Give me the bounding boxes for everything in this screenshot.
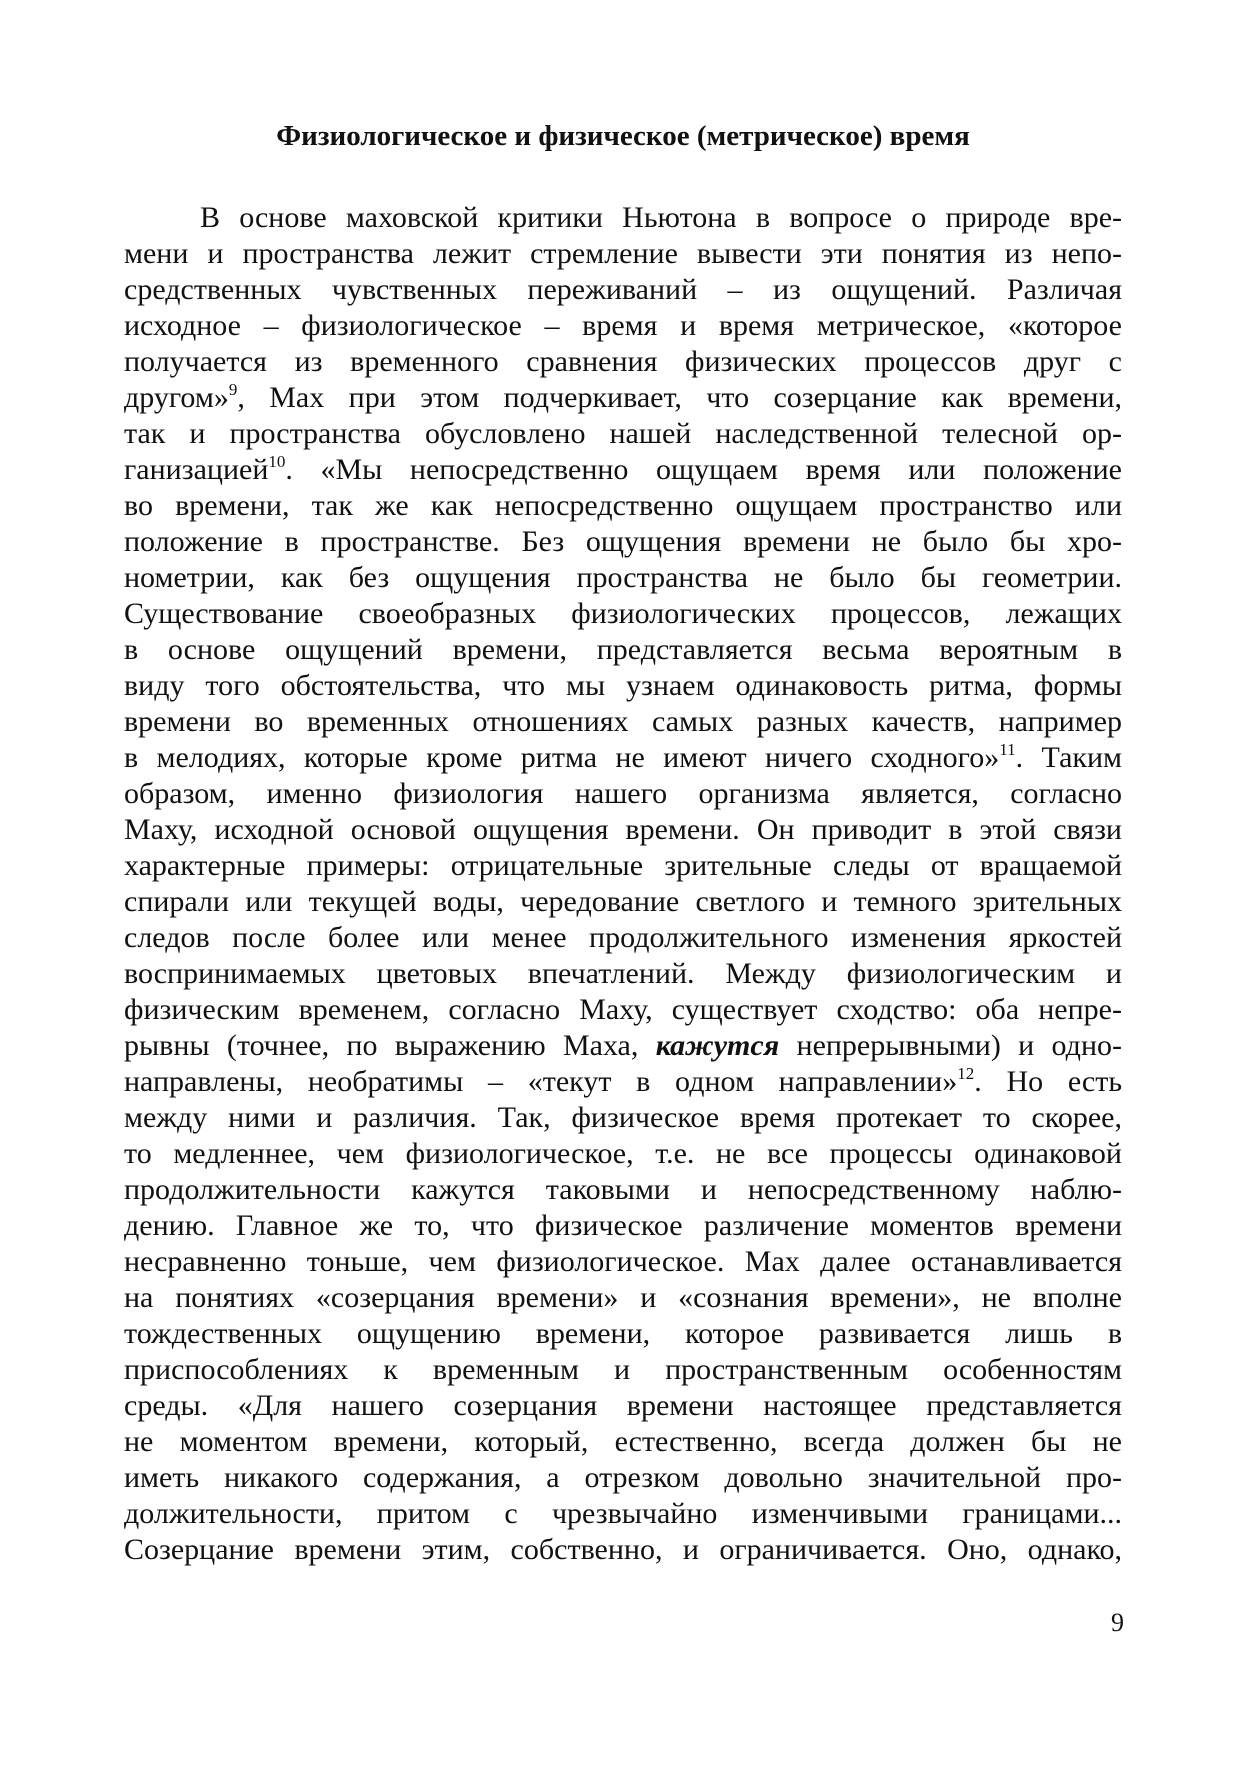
- text-line: Маху, исходной основой ощущения времени. Он приводит в этой связи: [124, 813, 1122, 846]
- page-number: 9: [1111, 1608, 1124, 1637]
- text-line: [124, 740, 1122, 776]
- text-line: образом, именно физиология нашего организма является, согласно: [124, 777, 1122, 810]
- text-line: между ними и различия. Так, физическое время протекает то скорее,: [124, 1101, 1122, 1134]
- text-line: виду того обстоятельства, что мы узнаем одинаковость ритма, формы: [124, 669, 1122, 702]
- text-segment: . «Мы непосредственно ощущаем время или положение: [285, 453, 1122, 486]
- text-line: тождественных ощущению времени, которое развивается лишь в: [124, 1317, 1122, 1350]
- text-line: не моментом времени, который, естественно, всегда должен бы не: [124, 1425, 1122, 1458]
- text-line: Созерцание времени этим, собственно, и ограничивается. Оно, однако,: [124, 1533, 1122, 1566]
- text-line: должительности, притом с чрезвычайно изменчивыми границами...: [124, 1497, 1122, 1530]
- text-line: следов после более или менее продолжительного изменения яркостей: [124, 921, 1122, 954]
- footnote-ref-11: 11: [999, 740, 1016, 759]
- footnote-ref-9: 9: [228, 380, 238, 399]
- text-line: [124, 380, 1122, 416]
- body-paragraph: [124, 200, 1122, 1568]
- text-line: [124, 1064, 1122, 1100]
- text-line: на понятиях «созерцания времени» и «сознания времени», не вполне: [124, 1281, 1122, 1314]
- text-line: [124, 1028, 1122, 1064]
- text-line: мени и пространства лежит стремление вывести эти понятия из непо-: [124, 237, 1122, 270]
- text-line: во времени, так же как непосредственно ощущаем пространство или: [124, 489, 1122, 522]
- text-line: исходное – физиологическое – время и время метрическое, «которое: [124, 309, 1122, 342]
- text-line: то медленнее, чем физиологическое, т.е. не все процессы одинаковой: [124, 1137, 1122, 1170]
- text-line: несравненно тоньше, чем физиологическое. Мах далее останавливается: [124, 1245, 1122, 1278]
- text-line: положение в пространстве. Без ощущения времени не было бы хро-: [124, 525, 1122, 558]
- text-segment: в мелодиях, которые кроме ритма не имеют ничего сходного»: [124, 741, 1000, 774]
- text-line: получается из временного сравнения физических процессов друг с: [124, 345, 1122, 378]
- text-segment: , Мах при этом подчеркивает, что созерцание как времени,: [237, 381, 1122, 414]
- text-line: средственных чувственных переживаний – из ощущений. Различая: [124, 273, 1122, 306]
- text-line: продолжительности кажутся таковыми и непосредственному наблю-: [124, 1173, 1122, 1206]
- footnote-ref-10: 10: [268, 452, 286, 471]
- text-segment: . Но есть: [974, 1065, 1122, 1098]
- text-line: в основе ощущений времени, представляется весьма вероятным в: [124, 633, 1122, 666]
- text-segment: рывны (точнее, по выражению Маха,: [124, 1029, 656, 1062]
- text-line: нометрии, как без ощущения пространства не было бы геометрии.: [124, 561, 1122, 594]
- text-segment: другом»: [124, 381, 229, 414]
- text-line: приспособлениях к временным и пространственным особенностям: [124, 1353, 1122, 1386]
- text-line: Существование своеобразных физиологических процессов, лежащих: [124, 597, 1122, 630]
- text-line: иметь никакого содержания, а отрезком довольно значительной про-: [124, 1461, 1122, 1494]
- text-line: спирали или текущей воды, чередование светлого и темного зрительных: [124, 885, 1122, 918]
- text-line: воспринимаемых цветовых впечатлений. Между физиологическим и: [124, 957, 1122, 990]
- text-line: среды. «Для нашего созерцания времени настоящее представляется: [124, 1389, 1122, 1422]
- text-line: дению. Главное же то, что физическое различение моментов времени: [124, 1209, 1122, 1242]
- text-line: [124, 452, 1122, 488]
- section-heading: Физиологическое и физическое (метрическое) время: [276, 120, 970, 152]
- text-line: В основе маховской критики Ньютона в вопросе о природе вре-: [200, 201, 1122, 234]
- text-line: физическим временем, согласно Маху, существует сходство: оба непре-: [124, 993, 1122, 1026]
- text-segment: непрерывными) и одно-: [779, 1029, 1122, 1062]
- text-segment: ганизацией: [124, 453, 269, 486]
- emphasized-word: кажутся: [655, 1029, 780, 1062]
- text-line: времени во временных отношениях самых разных качеств, например: [124, 705, 1122, 738]
- text-line: так и пространства обусловлено нашей наследственной телесной ор-: [124, 417, 1122, 450]
- text-segment: направлены, необратимы – «текут в одном направлении»: [124, 1065, 958, 1098]
- footnote-ref-12: 12: [957, 1064, 975, 1083]
- text-segment: . Таким: [1015, 741, 1122, 774]
- text-line: характерные примеры: отрицательные зрительные следы от вращаемой: [124, 849, 1122, 882]
